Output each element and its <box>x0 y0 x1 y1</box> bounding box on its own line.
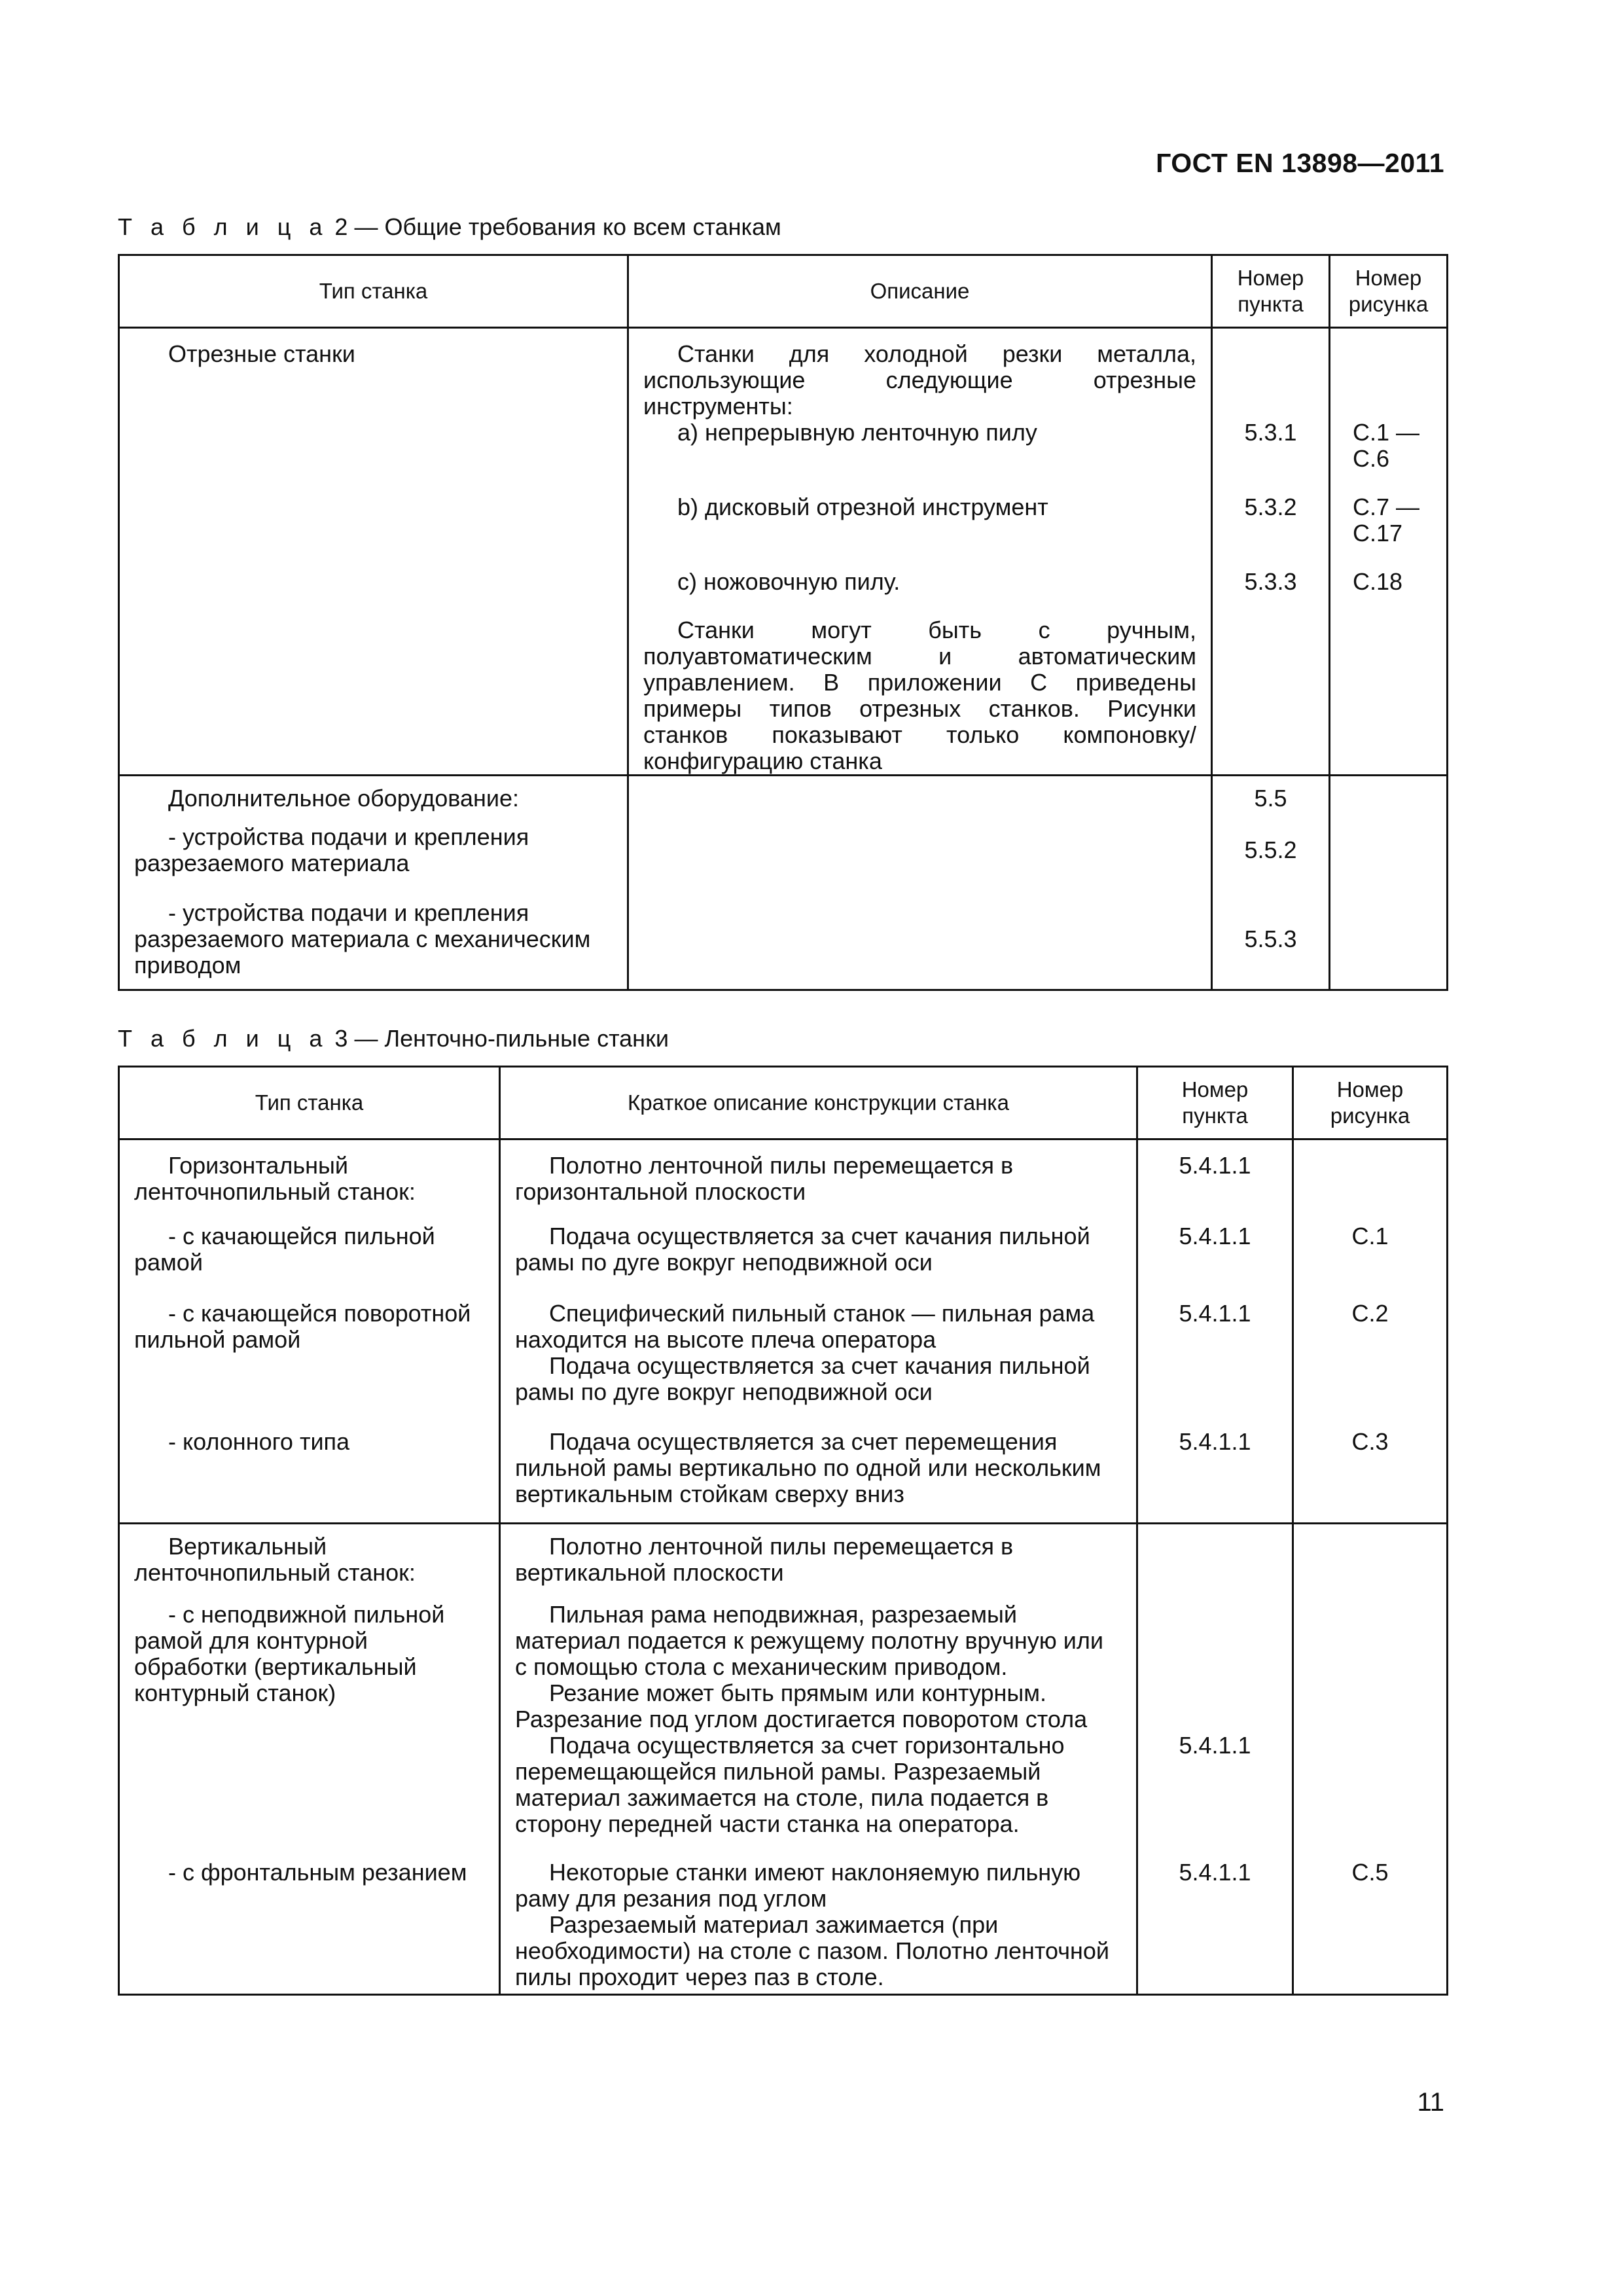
table3-cell-desc: Подача осуществляется за счет качания пильной рамы по дуге вокруг неподвижной оси <box>515 1352 1090 1405</box>
document-code: ГОСТ EN 13898—2011 <box>1156 148 1444 178</box>
table3-cell-type: Вертикальный ленточнопильный станок: <box>134 1532 416 1586</box>
table2-cell-figure <box>1330 332 1448 420</box>
table2-cell-figure: С.1 — С.6 <box>1330 420 1448 494</box>
table3-col-type: Тип станка <box>119 1067 500 1139</box>
table3-cell-clause: 5.4.1.1 <box>1137 1602 1293 1859</box>
table3-cell-desc: Пильная рама неподвижная, разрезаемый материал подается к режущему полотну вручную или с помощью стола с механическим приводом. <box>515 1601 1104 1680</box>
table2-col-figure: Номер рисунка <box>1330 255 1448 328</box>
table3-cell-figure: С.5 <box>1293 1859 1448 1994</box>
table-row <box>119 1859 1448 1994</box>
table3-cell-desc: Специфический пильный станок — пильная рама находится на высоте плеча оператора <box>515 1300 1095 1353</box>
table3-cell-desc: Резание может быть прямым или контурным. Разрезание под углом достигается поворотом стола <box>515 1679 1088 1732</box>
table2-cell-desc: b) дисковый отрезной инструмент <box>677 493 1048 520</box>
table3-header-row <box>119 1067 1448 1139</box>
table2-caption <box>118 213 781 241</box>
table3-col-figure: Номер рисунка <box>1293 1067 1448 1139</box>
table3-caption-text: 3 — Ленточно-пильные станки <box>334 1025 669 1052</box>
table-row <box>119 332 1448 420</box>
table3-cell-desc: Подача осуществляется за счет горизонтально перемещающейся пильной рамы. Разрезаемый материал зажимается на столе, пила подается в сторону передней части станка на оператора. <box>515 1732 1065 1837</box>
table2-cell-clause: 5.5.3 <box>1212 900 1330 990</box>
page-number: 11 <box>1417 2088 1444 2117</box>
table3-col-desc: Краткое описание конструкции станка <box>500 1067 1137 1139</box>
table2-cell-type: Дополнительное оборудование: <box>168 785 519 812</box>
table2-cell-desc: c) ножовочную пилу. <box>677 568 901 595</box>
table3-col-clause: Номер пункта <box>1137 1067 1293 1139</box>
table3-cell-desc: Полотно ленточной пилы перемещается в горизонтальной плоскости <box>515 1152 1014 1205</box>
table3-cell-type: - колонного типа <box>168 1428 350 1455</box>
table2-cell-clause: 5.5.2 <box>1212 824 1330 900</box>
table3-cell-type: - с фронтальным резанием <box>168 1859 467 1886</box>
table3-cell-clause: 5.4.1.1 <box>1137 1429 1293 1523</box>
table3-cell-desc: Разрезаемый материал зажимается (при необходимости) на столе с пазом. Полотно ленточной пилы проходит через паз в столе. <box>515 1911 1110 1990</box>
table3-cell-clause: 5.4.1.1 <box>1137 1859 1293 1994</box>
table2-cell-clause <box>1212 332 1330 420</box>
table2-header-row <box>119 255 1448 328</box>
table2-col-clause: Номер пункта <box>1212 255 1330 328</box>
table-row <box>119 824 1448 900</box>
table-row <box>119 494 1448 569</box>
table2-cell-figure: С.18 <box>1330 569 1448 617</box>
table3-cell-clause: 5.4.1.1 <box>1137 1300 1293 1429</box>
table2-cell-desc: Станки могут быть с ручным, полуавтоматическим и автоматическим управлением. В приложении С приведены примеры типов отрезных станков. Рисунки станков показывают только компоновку/конфигурацию станка <box>643 617 1196 774</box>
table2-cell-clause: 5.5 <box>1212 776 1330 824</box>
table-row <box>119 900 1448 990</box>
table-row <box>119 569 1448 617</box>
table2-cell-figure: С.7 — С.17 <box>1330 494 1448 569</box>
table3-cell-figure: С.2 <box>1293 1300 1448 1429</box>
table2-cell-type: Отрезные станки <box>168 340 355 367</box>
table3-cell-type: Горизонтальный ленточнопильный станок: <box>134 1152 416 1205</box>
table2-cell-type: - устройства подачи и крепления разрезаемого материала <box>134 823 529 876</box>
table-row <box>119 1429 1448 1523</box>
table2-col-desc: Описание <box>628 255 1212 328</box>
table-row <box>119 420 1448 494</box>
table2-col-type: Тип станка <box>119 255 628 328</box>
table3 <box>118 1066 1448 1996</box>
table3-cell-figure: С.1 <box>1293 1223 1448 1300</box>
table-row <box>119 617 1448 776</box>
table3-cell-desc: Подача осуществляется за счет качания пильной рамы по дуге вокруг неподвижной оси <box>515 1223 1090 1276</box>
table2-cell-clause: 5.3.2 <box>1212 494 1330 569</box>
table3-cell-figure: С.3 <box>1293 1429 1448 1523</box>
table3-cell-clause: 5.4.1.1 <box>1137 1223 1293 1300</box>
table2 <box>118 254 1448 991</box>
table3-cell-type: - с качающейся пильной рамой <box>134 1223 435 1276</box>
table3-caption-prefix: Т а б л и ц а <box>118 1025 329 1052</box>
table2-cell-desc: Станки для холодной резки металла, использующие следующие отрезные инструменты: <box>643 340 1196 420</box>
table-row <box>119 776 1448 824</box>
table3-cell-type: - с неподвижной пильной рамой для контурной обработки (вертикальный контурный станок) <box>134 1601 445 1706</box>
table3-cell-type: - с качающейся поворотной пильной рамой <box>134 1300 471 1353</box>
table-row <box>119 1602 1448 1859</box>
table2-caption-prefix: Т а б л и ц а <box>118 213 329 240</box>
table2-cell-clause: 5.3.1 <box>1212 420 1330 494</box>
table3-cell-desc: Некоторые станки имеют наклоняемую пильную раму для резания под углом <box>515 1859 1081 1912</box>
table3-cell-desc: Полотно ленточной пилы перемещается в вертикальной плоскости <box>515 1532 1014 1586</box>
table-row <box>119 1523 1448 1602</box>
table-row <box>119 1300 1448 1429</box>
table3-cell-desc: Подача осуществляется за счет перемещения пильной рамы вертикально по одной или нескольким вертикальным стойкам сверху вниз <box>515 1428 1101 1507</box>
table2-cell-clause: 5.3.3 <box>1212 569 1330 617</box>
table2-cell-type: - устройства подачи и крепления разрезаемого материала с механическим приводом <box>134 899 591 978</box>
table2-caption-text: 2 — Общие требования ко всем станкам <box>334 213 781 240</box>
table3-caption <box>118 1025 669 1052</box>
table-row <box>119 1143 1448 1223</box>
table-row <box>119 1223 1448 1300</box>
table3-cell-clause: 5.4.1.1 <box>1137 1143 1293 1223</box>
table2-cell-desc: a) непрерывную ленточную пилу <box>677 419 1037 446</box>
